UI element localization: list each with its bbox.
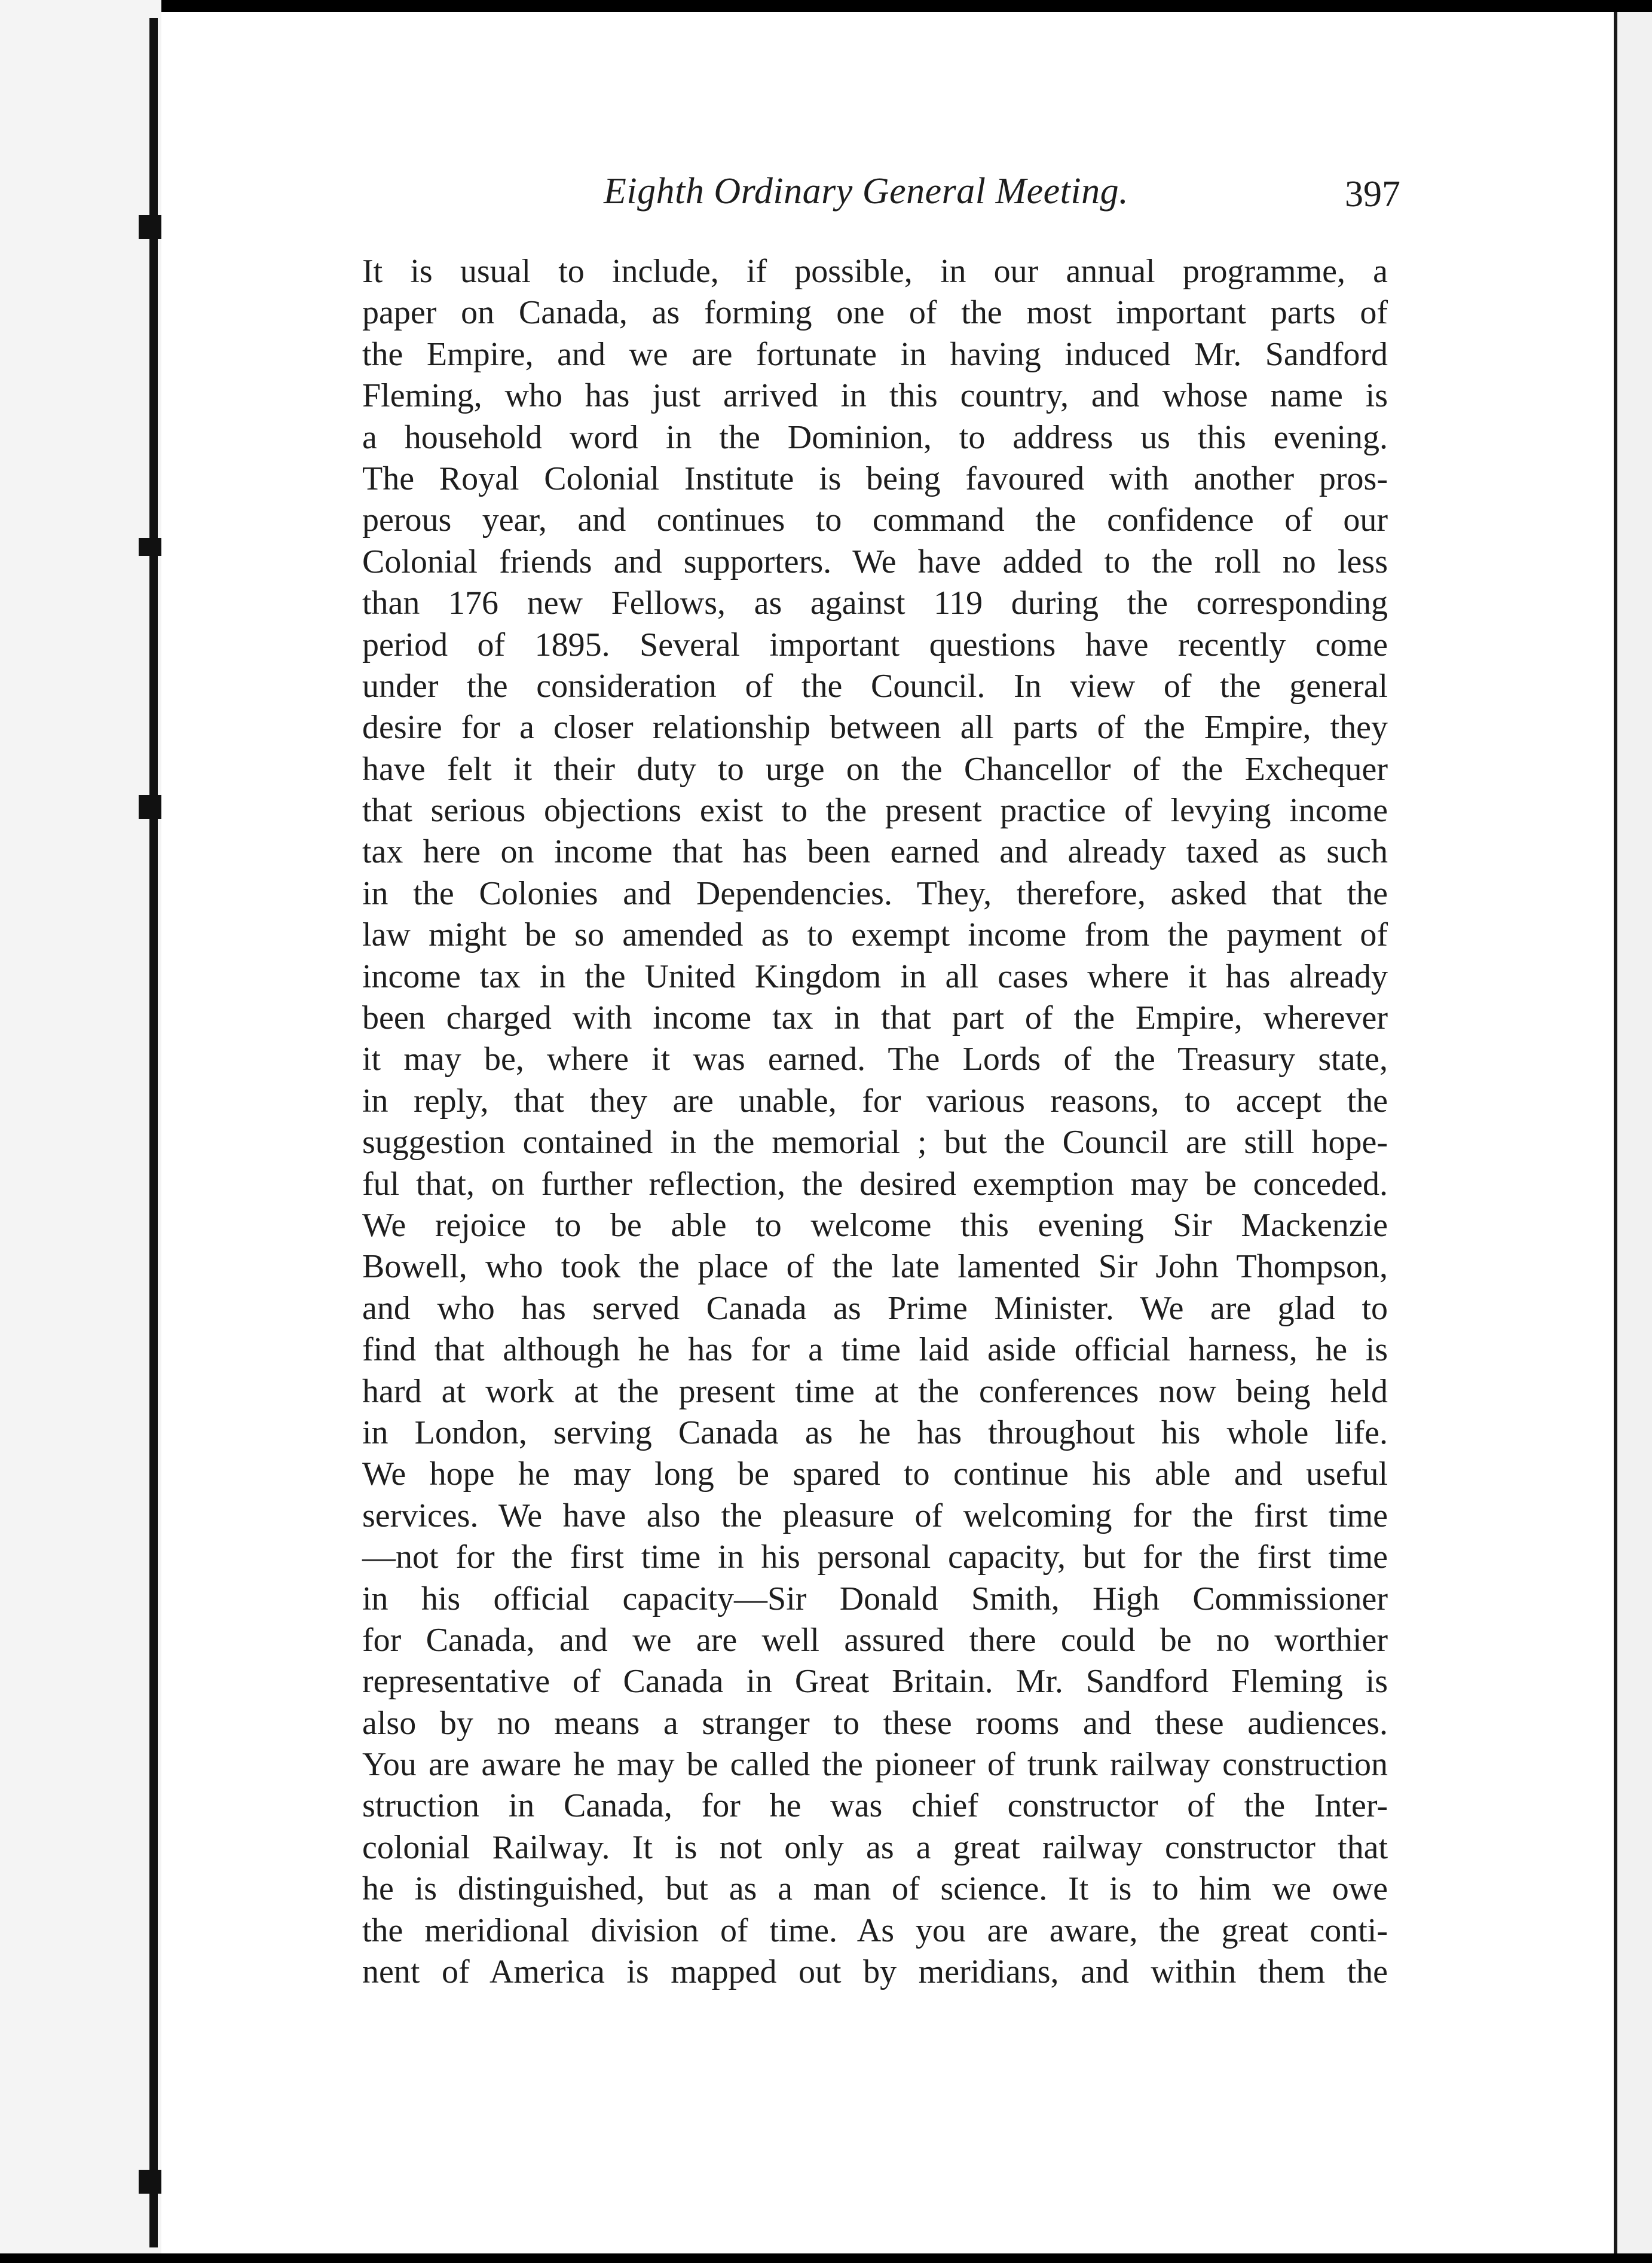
text-line: services. We have also the pleasure of welcoming for the first time <box>362 1497 1388 1534</box>
bottom-edge <box>0 2253 1652 2263</box>
text-line: You are aware he may be called the pioneer of trunk railway construction <box>362 1746 1388 1784</box>
right-page-edge <box>1614 12 1652 2263</box>
text-line: than 176 new Fellows, as against 119 during the corresponding <box>362 585 1388 622</box>
text-line: paper on Canada, as forming one of the most important parts of <box>362 294 1388 332</box>
text-line: under the consideration of the Council. In view of the general <box>362 667 1388 705</box>
text-line: in his official capacity—Sir Donald Smith, High Commissioner <box>362 1580 1388 1617</box>
text-line: The Royal Colonial Institute is being favoured with another pros- <box>362 460 1388 497</box>
running-head: Eighth Ordinary General Meeting. <box>604 171 1129 212</box>
text-line: desire for a closer relationship between all parts of the Empire, they <box>362 709 1388 747</box>
binding-edge <box>149 18 158 2247</box>
text-line: he is distinguished, but as a man of science. It is to him we owe <box>362 1870 1388 1908</box>
text-line: income tax in the United Kingdom in all cases where it has already <box>362 958 1388 995</box>
text-line: struction in Canada, for he was chief constructor of the Inter- <box>362 1787 1388 1825</box>
page-number: 397 <box>1345 174 1400 215</box>
text-line: it may be, where it was earned. The Lords of the Treasury state, <box>362 1041 1388 1078</box>
binding-mark <box>139 795 163 819</box>
body-text <box>362 251 1388 1993</box>
text-line: have felt it their duty to urge on the Chancellor of the Exchequer <box>362 750 1388 788</box>
text-line: Colonial friends and supporters. We have added to the roll no less <box>362 543 1388 580</box>
binding-mark <box>139 215 163 239</box>
binding-mark <box>139 2170 163 2194</box>
text-line: and who has served Canada as Prime Minister. We are glad to <box>362 1289 1388 1327</box>
text-line: suggestion contained in the memorial ; but the Council are still hope- <box>362 1124 1388 1161</box>
text-line: in London, serving Canada as he has throughout his whole life. <box>362 1414 1388 1451</box>
text-line: nent of America is mapped out by meridians, and within them the <box>362 1953 1388 1991</box>
text-line: It is usual to include, if possible, in our annual programme, a <box>362 253 1388 290</box>
text-line: law might be so amended as to exempt income from the payment of <box>362 916 1388 954</box>
text-line: for Canada, and we are well assured there could be no worthier <box>362 1621 1388 1659</box>
text-line: representative of Canada in Great Britain. Mr. Sandford Fleming is <box>362 1663 1388 1701</box>
text-line: We hope he may long be spared to continue his able and useful <box>362 1455 1388 1493</box>
text-line: ful that, on further reflection, the desired exemption may be conceded. <box>362 1165 1388 1203</box>
text-line: period of 1895. Several important questions have recently come <box>362 626 1388 663</box>
text-line: been charged with income tax in that part of the Empire, wherever <box>362 999 1388 1037</box>
text-line: also by no means a stranger to these rooms and these audiences. <box>362 1704 1388 1742</box>
text-line: in the Colonies and Dependencies. They, therefore, asked that the <box>362 874 1388 912</box>
text-line: the meridional division of time. As you are aware, the great conti- <box>362 1912 1388 1949</box>
text-line: Fleming, who has just arrived in this country, and whose name is <box>362 377 1388 415</box>
text-line: that serious objections exist to the present practice of levying income <box>362 792 1388 830</box>
left-gutter <box>0 0 161 2263</box>
text-line: colonial Railway. It is not only as a great railway constructor that <box>362 1828 1388 1866</box>
text-line: Bowell, who took the place of the late lamented Sir John Thompson, <box>362 1248 1388 1286</box>
text-line: a household word in the Dominion, to address us this evening. <box>362 418 1388 456</box>
text-line: —not for the first time in his personal capacity, but for the first time <box>362 1539 1388 1576</box>
text-line: the Empire, and we are fortunate in having induced Mr. Sandford <box>362 335 1388 373</box>
text-line: We rejoice to be able to welcome this evening Sir Mackenzie <box>362 1206 1388 1244</box>
text-line: tax here on income that has been earned and already taxed as such <box>362 833 1388 871</box>
text-line: find that although he has for a time laid aside official harness, he is <box>362 1331 1388 1369</box>
binding-mark <box>139 538 163 556</box>
text-line: perous year, and continues to command the confidence of our <box>362 501 1388 539</box>
text-line: in reply, that they are unable, for various reasons, to accept the <box>362 1082 1388 1120</box>
text-line: hard at work at the present time at the conferences now being held <box>362 1372 1388 1410</box>
